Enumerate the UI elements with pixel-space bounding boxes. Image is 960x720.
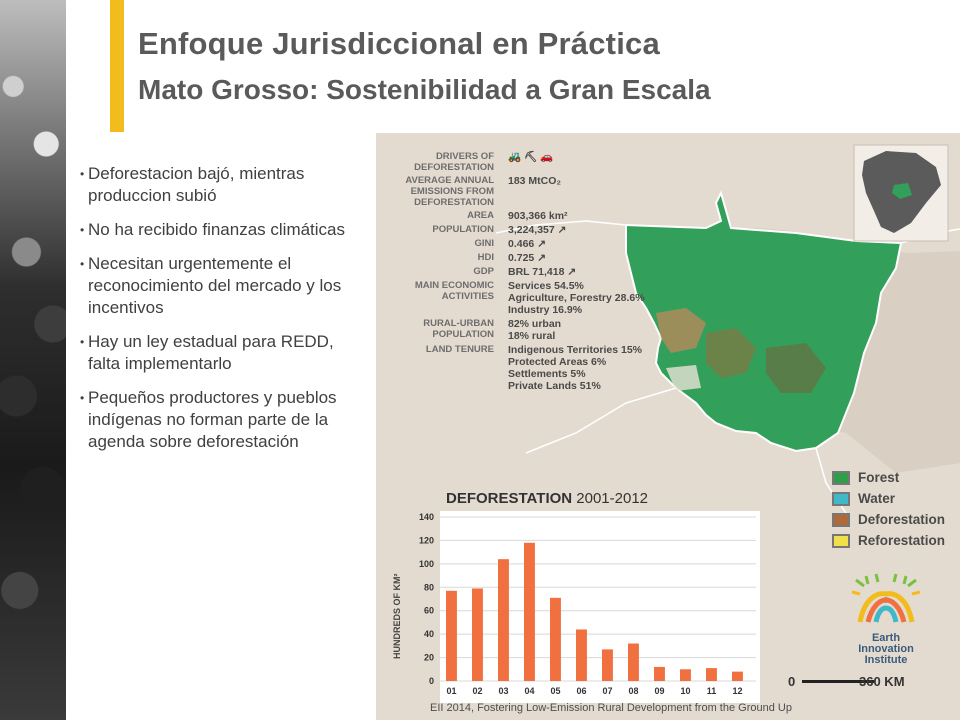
stat-value: Indigenous Territories 15% Protected Areas 6% Settlements 5% Private Lands 51% (508, 344, 643, 392)
legend-label: Reforestation (858, 533, 946, 548)
stat-row (394, 238, 654, 250)
bar-10 (680, 669, 691, 681)
legend-label: Forest (858, 470, 900, 485)
bar-06 (576, 629, 587, 681)
y-tick-label: 20 (423, 652, 434, 663)
bar-05 (550, 598, 561, 681)
bullet-item: • No ha recibido finanzas climáticas (80, 219, 370, 241)
y-tick-label: 100 (418, 558, 434, 569)
stat-label: DRIVERS OF DEFORESTATION (414, 151, 494, 173)
x-tick-label: 11 (706, 686, 717, 696)
earth-innovation-logo (836, 570, 936, 666)
stat-value: 183 MtCO₂ (508, 175, 562, 187)
logo-line: Earth (871, 632, 901, 644)
source-caption: EII 2014, Fostering Low-Emission Rural Development from the Ground Up (430, 702, 792, 714)
legend-swatch (832, 513, 850, 527)
stat-value: 3,224,357 ↗ (508, 224, 567, 236)
bar-01 (446, 591, 457, 681)
stat-row (394, 318, 654, 342)
x-tick-label: 02 (472, 686, 483, 696)
x-tick-label: 08 (628, 686, 639, 696)
stat-row (394, 175, 654, 208)
stat-row (394, 344, 654, 392)
legend-swatch (832, 534, 850, 548)
scale-start: 0 (788, 674, 796, 689)
scale-end: 360 KM (859, 674, 905, 689)
x-tick-label: 07 (602, 686, 613, 696)
bar-12 (732, 672, 743, 681)
slide-title: Enfoque Jurisdiccional en Práctica (138, 26, 660, 61)
x-tick-label: 04 (524, 686, 535, 696)
bar-04 (524, 543, 535, 681)
x-tick-label: 03 (498, 686, 509, 696)
legend-swatch (832, 471, 850, 485)
stat-label: AVERAGE ANNUAL EMISSIONS FROM DEFORESTATION (405, 175, 494, 208)
chart-title-bold: DEFORESTATION (446, 490, 573, 507)
legend-item (832, 491, 945, 506)
bar-11 (706, 668, 717, 681)
deforestation-bar-chart (392, 509, 766, 709)
legend-label: Deforestation (858, 512, 946, 527)
chart-title (446, 490, 648, 507)
stat-value: 0.725 ↗ (508, 252, 546, 264)
stat-value: 0.466 ↗ (508, 238, 546, 250)
stat-value: BRL 71,418 ↗ (508, 266, 577, 278)
stat-label: HDI (477, 252, 494, 263)
x-tick-label: 05 (550, 686, 561, 696)
stat-label: GINI (474, 238, 494, 249)
y-tick-label: 140 (418, 512, 434, 522)
stat-label: GDP (473, 266, 494, 277)
x-tick-label: 01 (446, 686, 457, 696)
y-tick-label: 80 (423, 582, 434, 593)
y-tick-label: 120 (418, 535, 434, 546)
logo-line: Innovation (858, 643, 914, 655)
stat-label: LAND TENURE (425, 344, 494, 355)
stat-label: POPULATION (432, 224, 494, 235)
y-tick-label: 0 (428, 676, 434, 686)
bar-08 (628, 644, 639, 681)
bullet-item: • Pequeños productores y pueblos indígenas no forman parte de la agenda sobre deforestación (80, 387, 370, 453)
bullet-item: • Deforestacion bajó, mientras produccion subió (80, 163, 370, 207)
infographic-panel (376, 133, 960, 720)
drivers-icons: 🚜 ⛏ 🚗 (508, 151, 554, 163)
map-legend (832, 470, 945, 554)
chart-title-years: 2001-2012 (572, 490, 649, 507)
stat-label: MAIN ECONOMIC ACTIVITIES (414, 280, 494, 302)
bar-02 (472, 588, 483, 681)
stat-row (394, 266, 654, 278)
stat-label: RURAL-URBAN POPULATION (423, 318, 494, 340)
stat-value: 903,366 km² (508, 210, 568, 222)
stat-row (394, 151, 654, 173)
bar-03 (498, 559, 509, 681)
stat-row (394, 280, 654, 316)
forest-background-image (0, 0, 66, 720)
stat-row (394, 252, 654, 264)
state-statistics (394, 151, 654, 394)
legend-item (832, 512, 945, 527)
legend-swatch (832, 492, 850, 506)
stat-label: AREA (467, 210, 494, 221)
bullet-list (80, 163, 370, 465)
bullet-item: • Necesitan urgentemente el reconocimiento del mercado y los incentivos (80, 253, 370, 319)
bar-09 (654, 667, 665, 681)
stat-value: Services 54.5% Agriculture, Forestry 28.6% Industry 16.9% (508, 280, 645, 316)
legend-item (832, 533, 945, 548)
x-tick-label: 09 (654, 686, 665, 696)
stat-row (394, 210, 654, 222)
bullet-item: • Hay un ley estadual para REDD, falta implementarlo (80, 331, 370, 375)
stat-value: 82% urban 18% rural (508, 318, 562, 342)
legend-label: Water (858, 491, 896, 506)
slide-subtitle: Mato Grosso: Sostenibilidad a Gran Escala (138, 74, 711, 105)
y-tick-label: 40 (423, 629, 434, 640)
legend-item (832, 470, 945, 485)
x-tick-label: 06 (576, 686, 587, 696)
y-tick-label: 60 (423, 605, 434, 616)
x-tick-label: 12 (732, 686, 743, 696)
logo-tree-icon (846, 570, 926, 628)
logo-line: Institute (864, 654, 908, 666)
bar-07 (602, 649, 613, 681)
title-accent-bar (110, 0, 124, 132)
y-axis-label: HUNDREDS OF KM² (392, 573, 402, 659)
x-tick-label: 10 (680, 686, 691, 696)
stat-row (394, 224, 654, 236)
